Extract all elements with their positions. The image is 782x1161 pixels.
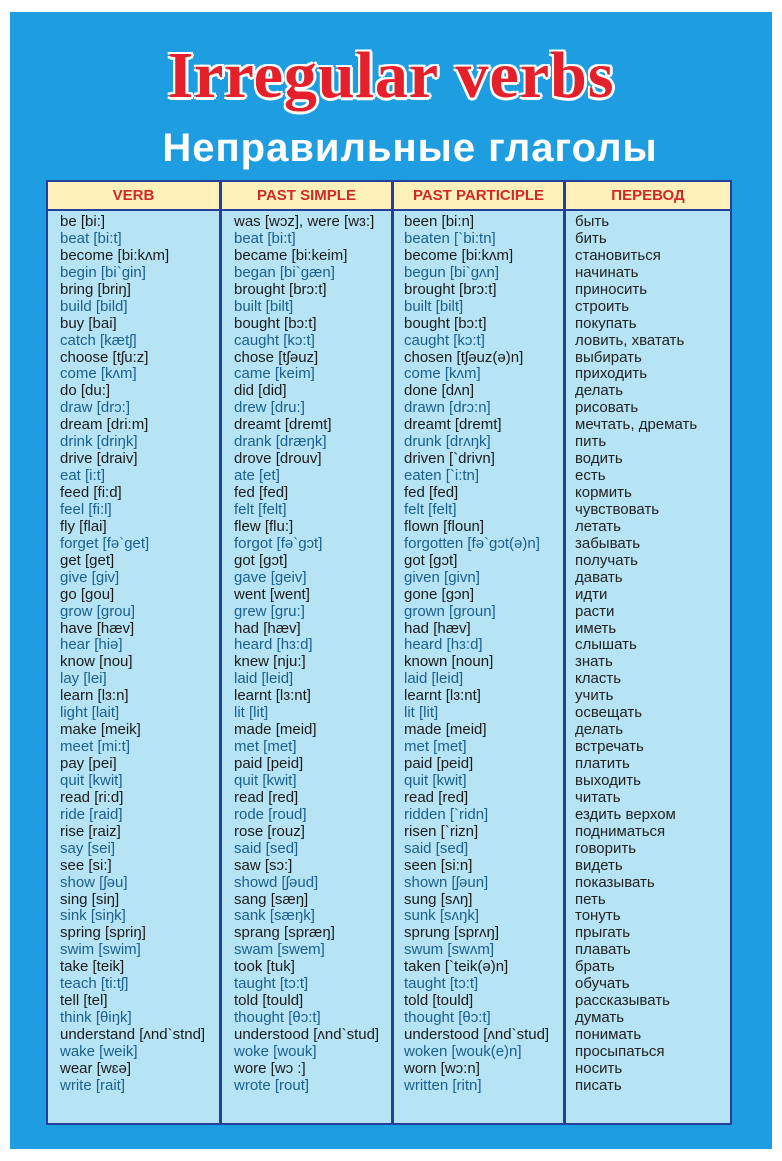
table-cell: light [lait] — [60, 705, 120, 722]
table-cell: quit [kwit] — [234, 772, 297, 789]
table-cell: taken [`teik(ə)n] — [404, 959, 509, 976]
title-russian: Неправильные глаголы — [162, 126, 658, 170]
table-cell: understood [ʌnd`stud] — [234, 1027, 380, 1043]
table-cell: grow [grou] — [60, 603, 136, 620]
table-cell: met [met] — [404, 739, 467, 756]
table-cell: had [hæv] — [234, 620, 301, 637]
table-cell: take [teik] — [60, 959, 125, 976]
table-cell: wake [weik] — [60, 1043, 138, 1060]
table-cell: draw [drɔ:] — [60, 400, 131, 417]
table-cell: made [meid] — [404, 722, 487, 739]
table-cell: learnt [lɜ:nt] — [404, 688, 481, 705]
table-cell: meet [mi:t] — [60, 739, 131, 756]
table-cell: eaten [`i:tn] — [404, 468, 480, 485]
table-cell: seen [si:n] — [404, 857, 473, 874]
table-cell: laid [leid] — [404, 671, 464, 688]
title-english: Irregular verbs — [167, 39, 615, 112]
table-cell: строить — [575, 298, 630, 315]
table-cell: bought [bɔ:t] — [404, 315, 487, 332]
table-cell: начинать — [575, 264, 639, 281]
table-cell: sunk [sʌŋk] — [404, 908, 480, 925]
table-cell: подниматься — [575, 823, 666, 840]
table-cell: wrote [rout] — [234, 1077, 310, 1094]
table-cell: drawn [drɔ:n] — [404, 400, 491, 417]
table-cell: beat [bi:t] — [234, 230, 296, 247]
table-cell: bought [bɔ:t] — [234, 315, 317, 332]
table-cell: give [giv] — [60, 569, 120, 586]
table-cell: read [ri:d] — [60, 789, 124, 806]
table-cell: woke [wouk] — [234, 1043, 317, 1060]
table-cell: pay [pei] — [60, 756, 117, 772]
table-cell: get [get] — [60, 552, 115, 569]
header-translation: ПЕРЕВОД — [566, 182, 730, 211]
table-cell: came [keim] — [234, 366, 315, 383]
table-cell: пить — [575, 434, 607, 451]
table-cell: choose [tʃu:z] — [60, 349, 149, 366]
table-cell: давать — [575, 569, 623, 586]
table-cell: grown [groun] — [404, 603, 496, 620]
table-cell: говорить — [575, 840, 637, 857]
table-cell: bring [briŋ] — [60, 281, 131, 298]
table-cell: drove [drouv] — [234, 451, 322, 468]
table-cell: освещать — [575, 705, 643, 722]
table-cell: выбирать — [575, 349, 642, 366]
table-cell: buy [bai] — [60, 315, 117, 332]
table-cell: taught [tɔ:t] — [234, 976, 309, 993]
table-cell: тонуть — [575, 908, 621, 925]
translation-list — [566, 211, 730, 1095]
table-cell: was [wɔz], were [wɜ:] — [234, 214, 375, 230]
table-cell: feed [fi:d] — [60, 485, 122, 501]
table-cell: становиться — [575, 247, 661, 264]
table-cell: told [tould] — [404, 993, 474, 1010]
table-cell: flew [flu:] — [234, 518, 294, 535]
table-cell: носить — [575, 1060, 623, 1077]
table-cell: know [nou] — [60, 654, 133, 671]
column-translation — [566, 182, 730, 1123]
verbs-table — [46, 180, 732, 1125]
table-cell: got [gɔt] — [234, 552, 288, 569]
table-cell: drunk [drʌŋk] — [404, 434, 491, 451]
table-cell: forgotten [fə`gɔt(ə)n] — [404, 535, 540, 552]
table-cell: sing [siŋ] — [60, 891, 120, 908]
table-cell: teach [ti:tʃ] — [60, 976, 129, 993]
table-cell: rose [rouz] — [234, 823, 305, 840]
table-cell: write [rait] — [60, 1077, 126, 1094]
table-cell: beat [bi:t] — [60, 230, 122, 247]
table-cell: learnt [lɜ:nt] — [234, 688, 311, 705]
table-cell: spring [spriŋ] — [60, 925, 146, 942]
table-cell: flown [floun] — [404, 518, 485, 535]
table-cell: come [kʌm] — [60, 366, 137, 383]
table-cell: плавать — [575, 942, 631, 959]
header-past-participle: PAST PARTICIPLE — [394, 182, 563, 211]
table-cell: feel [fi:l] — [60, 501, 112, 518]
table-cell: taught [tɔ:t] — [404, 976, 479, 993]
table-cell: paid [peid] — [404, 756, 474, 772]
table-cell: рисовать — [575, 400, 639, 417]
table-cell: think [θiŋk] — [60, 1010, 132, 1027]
table-cell: thought [θɔ:t] — [404, 1010, 491, 1027]
table-cell: dream [dri:m] — [60, 417, 149, 434]
table-cell: drive [draiv] — [60, 451, 138, 468]
table-cell: build [bild] — [60, 298, 128, 315]
table-cell: catch [kætʃ] — [60, 332, 137, 349]
table-cell: drank [dræŋk] — [234, 434, 327, 451]
table-cell: sink [siŋk] — [60, 908, 126, 925]
table-cell: встречать — [575, 739, 644, 756]
table-cell: met [met] — [234, 739, 297, 756]
table-cell: swum [swʌm] — [404, 942, 494, 959]
past-simple-list — [222, 211, 391, 1095]
table-cell: got [gɔt] — [404, 552, 458, 569]
table-cell: see [si:] — [60, 857, 112, 874]
table-cell: прыгать — [575, 925, 631, 942]
table-cell: beaten [`bi:tn] — [404, 230, 496, 247]
table-cell: fed [fed] — [404, 485, 459, 501]
table-cell: lit [lit] — [234, 705, 269, 722]
table-cell: sank [sæŋk] — [234, 908, 315, 925]
table-cell: felt [felt] — [234, 501, 287, 518]
table-cell: brought [brɔ:t] — [404, 281, 497, 298]
table-cell: quit [kwit] — [404, 772, 467, 789]
table-cell: brought [brɔ:t] — [234, 281, 327, 298]
table-cell: be [bi:] — [60, 214, 106, 230]
table-cell: gave [geiv] — [234, 569, 307, 586]
table-cell: say [sei] — [60, 840, 116, 857]
table-cell: done [dʌn] — [404, 383, 475, 400]
table-cell: forget [fə`get] — [60, 535, 150, 552]
table-cell: grew [gru:] — [234, 603, 305, 620]
table-cell: said [sed] — [404, 840, 469, 857]
table-cell: chosen [tʃəuz(ə)n] — [404, 349, 524, 366]
table-cell: выходить — [575, 772, 641, 789]
table-cell: heard [hɜ:d] — [234, 637, 313, 654]
table-cell: woken [wouk(e)n] — [404, 1043, 522, 1060]
table-cell: went [went] — [234, 586, 310, 603]
table-cell: drink [driŋk] — [60, 434, 138, 451]
table-cell: given [givn] — [404, 569, 480, 586]
table-cell: thought [θɔ:t] — [234, 1010, 321, 1027]
table-cell: dreamt [dremt] — [404, 417, 502, 434]
table-cell: swam [swem] — [234, 942, 325, 959]
table-cell: платить — [575, 756, 630, 772]
table-cell: read [red] — [404, 789, 469, 806]
table-cell: бить — [575, 230, 607, 247]
table-cell: ride [raid] — [60, 806, 123, 823]
table-cell: eat [i:t] — [60, 468, 106, 485]
table-cell: caught [kɔ:t] — [404, 332, 485, 349]
table-cell: быть — [575, 214, 610, 230]
table-cell: читать — [575, 789, 621, 806]
table-cell: do [du:] — [60, 383, 111, 400]
table-cell: learn [lɜ:n] — [60, 688, 129, 705]
table-cell: swim [swim] — [60, 942, 141, 959]
table-cell: получать — [575, 552, 638, 569]
table-cell: quit [kwit] — [60, 772, 123, 789]
table-cell: show [ʃəu] — [60, 874, 128, 891]
column-past-participle — [394, 182, 566, 1123]
table-cell: sang [sæŋ] — [234, 891, 309, 908]
table-cell: sprang [spræŋ] — [234, 925, 335, 942]
table-cell: began [bi`gæn] — [234, 264, 335, 281]
table-cell: saw [sɔ:] — [234, 857, 293, 874]
table-cell: told [tould] — [234, 993, 304, 1010]
table-cell: rise [raiz] — [60, 823, 121, 840]
table-cell: read [red] — [234, 789, 299, 806]
table-cell: расти — [575, 603, 615, 620]
table-cell: knew [nju:] — [234, 654, 306, 671]
table-cell: делать — [575, 383, 624, 400]
table-cell: писать — [575, 1077, 622, 1094]
table-cell: had [hæv] — [404, 620, 471, 637]
table-cell: begun [bi`gʌn] — [404, 264, 500, 281]
table-cell: known [noun] — [404, 654, 494, 671]
column-verb — [48, 182, 222, 1123]
table-cell: did [did] — [234, 383, 287, 400]
table-cell: учить — [575, 688, 614, 705]
table-cell: hear [hiə] — [60, 637, 123, 654]
table-cell: made [meid] — [234, 722, 317, 739]
poster — [10, 12, 772, 1149]
table-cell: кормить — [575, 485, 632, 501]
table-cell: водить — [575, 451, 623, 468]
table-cell: forgot [fə`gɔt] — [234, 535, 323, 552]
table-cell: fed [fed] — [234, 485, 289, 501]
table-cell: caught [kɔ:t] — [234, 332, 315, 349]
table-cell: showd [ʃəud] — [234, 874, 319, 891]
table-cell: worn [wɔ:n] — [404, 1060, 480, 1077]
table-cell: begin [bi`gin] — [60, 264, 146, 281]
table-cell: sprung [sprʌŋ] — [404, 925, 500, 942]
table-cell: забывать — [575, 535, 641, 552]
table-cell: есть — [575, 468, 606, 485]
table-cell: брать — [575, 959, 615, 976]
table-cell: written [ritn] — [404, 1077, 482, 1094]
verb-list — [48, 211, 219, 1095]
table-cell: класть — [575, 671, 622, 688]
table-cell: ridden [`ridn] — [404, 806, 489, 823]
table-cell: ездить верхом — [575, 806, 676, 823]
table-cell: делать — [575, 722, 624, 739]
table-cell: летать — [575, 518, 621, 535]
table-cell: ate [et] — [234, 468, 280, 485]
table-cell: петь — [575, 891, 606, 908]
table-cell: built [bilt] — [404, 298, 464, 315]
table-cell: took [tuk] — [234, 959, 295, 976]
header-verb: VERB — [48, 182, 219, 211]
table-cell: have [hæv] — [60, 620, 135, 637]
table-cell: understand [ʌnd`stnd] — [60, 1027, 206, 1043]
table-cell: go [gou] — [60, 586, 115, 603]
table-cell: думать — [575, 1010, 625, 1027]
table-cell: became [bi:keim] — [234, 247, 348, 264]
table-cell: risen [`rizn] — [404, 823, 479, 840]
table-cell: make [meik] — [60, 722, 141, 739]
table-cell: paid [peid] — [234, 756, 304, 772]
table-cell: driven [`drivn] — [404, 451, 495, 468]
table-cell: покупать — [575, 315, 637, 332]
table-cell: чувствовать — [575, 501, 660, 518]
table-cell: dreamt [dremt] — [234, 417, 332, 434]
table-cell: said [sed] — [234, 840, 299, 857]
table-cell: tell [tel] — [60, 993, 108, 1010]
table-cell: показывать — [575, 874, 655, 891]
table-cell: ловить, хватать — [575, 332, 685, 349]
table-cell: become [bi:kʌm] — [60, 247, 170, 264]
table-cell: gone [gɔn] — [404, 586, 475, 603]
table-cell: shown [ʃəun] — [404, 874, 489, 891]
table-cell: chose [tʃəuz] — [234, 349, 319, 366]
table-cell: rode [roud] — [234, 806, 307, 823]
table-cell: wear [wɛə] — [60, 1060, 132, 1077]
table-cell: sung [sʌŋ] — [404, 891, 473, 908]
table-cell: understood [ʌnd`stud] — [404, 1027, 550, 1043]
table-cell: просыпаться — [575, 1043, 665, 1060]
table-cell: come [kʌm] — [404, 366, 481, 383]
table-cell: been [bi:n] — [404, 214, 475, 230]
table-cell: идти — [575, 586, 608, 603]
table-cell: приходить — [575, 366, 648, 383]
header-past-simple: PAST SIMPLE — [222, 182, 391, 211]
table-cell: приносить — [575, 281, 648, 298]
past-participle-list — [394, 211, 563, 1095]
table-cell: lay [lei] — [60, 671, 107, 688]
column-past-simple — [222, 182, 394, 1123]
table-cell: felt [felt] — [404, 501, 457, 518]
table-cell: drew [dru:] — [234, 400, 305, 417]
table-cell: знать — [575, 654, 613, 671]
table-cell: laid [leid] — [234, 671, 294, 688]
table-cell: wore [wɔ :] — [234, 1060, 306, 1077]
table-cell: обучать — [575, 976, 630, 993]
table-cell: heard [hɜ:d] — [404, 637, 483, 654]
table-cell: иметь — [575, 620, 617, 637]
table-cell: видеть — [575, 857, 623, 874]
table-cell: lit [lit] — [404, 705, 439, 722]
table-cell: мечтать, дремать — [575, 417, 698, 434]
table-cell: built [bilt] — [234, 298, 294, 315]
table-cell: рассказывать — [575, 993, 670, 1010]
table-cell: слышать — [575, 637, 637, 654]
table-cell: понимать — [575, 1027, 642, 1043]
table-cell: fly [flai] — [60, 518, 107, 535]
table-cell: become [bi:kʌm] — [404, 247, 514, 264]
